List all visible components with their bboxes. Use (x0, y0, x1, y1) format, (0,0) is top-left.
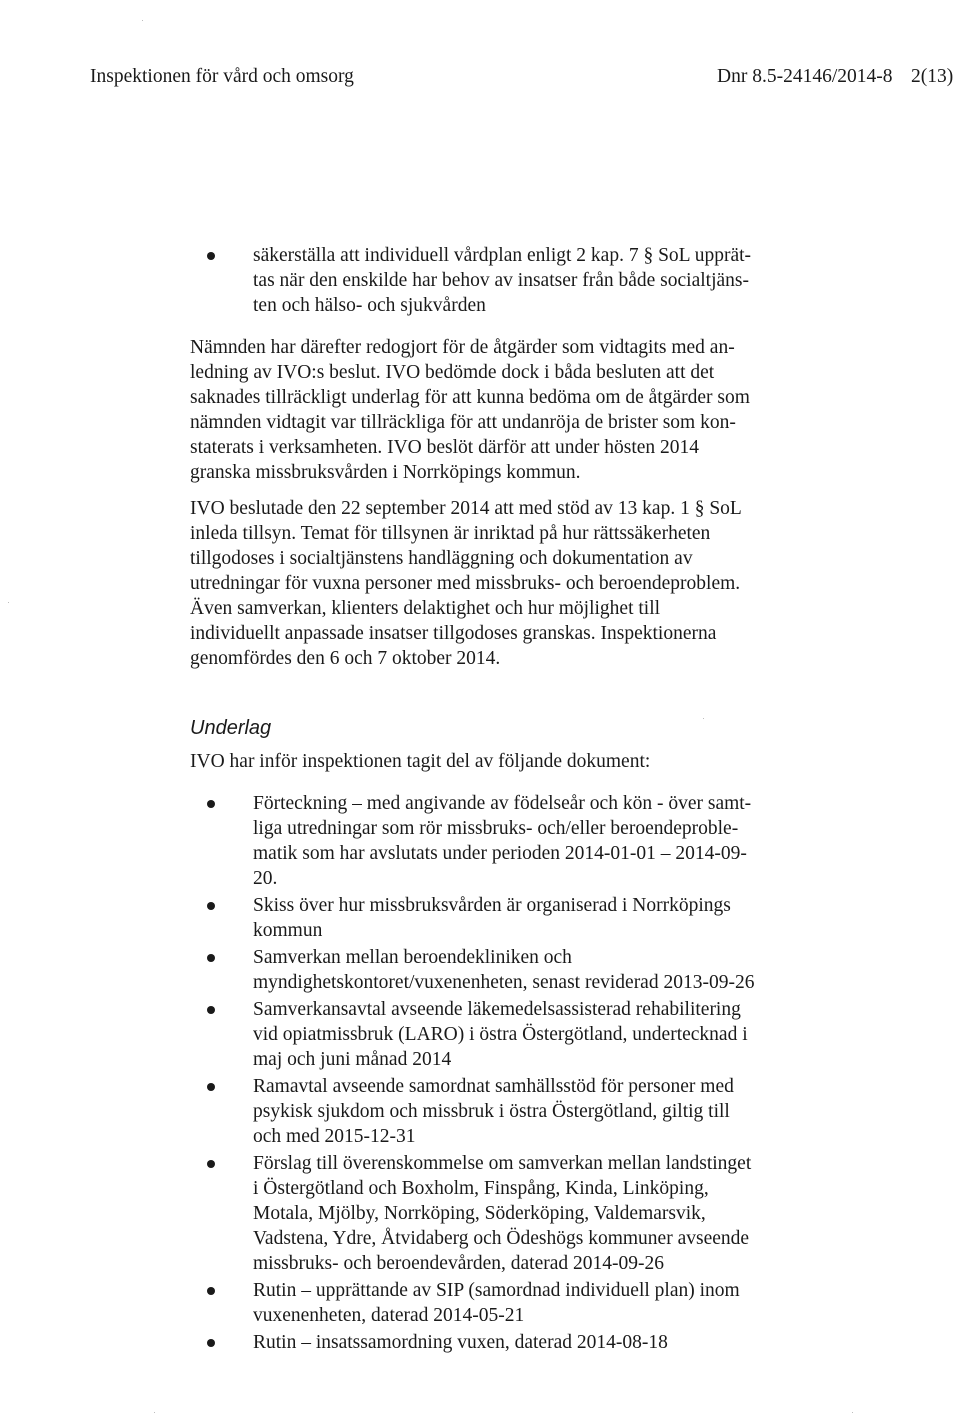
document-list (190, 791, 790, 1355)
list-item (190, 997, 790, 1072)
list-item (190, 791, 790, 891)
paragraph (190, 496, 790, 671)
text-line: Skiss över hur missbruksvården är organiserad i Norrköpings (253, 895, 731, 916)
scan-speck (8, 602, 9, 603)
page-header (90, 66, 960, 96)
list-item (190, 243, 790, 318)
text-line: granska missbruksvården i Norrköpings kommun. (190, 462, 581, 483)
text-line: staterats i verksamheten. IVO beslöt därför att under hösten 2014 (190, 437, 700, 458)
bullet-icon (207, 252, 215, 260)
text-line: myndighetskontoret/vuxenenheten, senast reviderad 2013-09-26 (253, 972, 755, 993)
text-line: kommun (253, 920, 323, 941)
bullet-icon (207, 1083, 215, 1091)
reference-number: Dnr 8.5-24146/2014-8 (717, 66, 893, 87)
text-line: tas när den enskilde har behov av insatser från både socialtjäns- (253, 270, 749, 291)
text-line: ledning av IVO:s beslut. IVO bedömde dock i båda besluten att det (190, 362, 715, 383)
list-item (190, 893, 790, 943)
top-bullet-list (190, 243, 790, 318)
text-line: Förslag till överenskommelse om samverkan mellan landstinget (253, 1153, 752, 1174)
text-line: nämnden vidtagit var tillräckliga för att undanröja de brister som kon- (190, 412, 736, 433)
text-line: i Östergötland och Boxholm, Finspång, Kinda, Linköping, (253, 1178, 709, 1199)
text-line: ten och hälso- och sjukvården (253, 295, 486, 316)
text-line: missbruks- och beroendevården, daterad 2014-09-26 (253, 1253, 664, 1274)
bullet-icon (207, 954, 215, 962)
text-line: genomfördes den 6 och 7 oktober 2014. (190, 648, 501, 669)
text-line: psykisk sjukdom och missbruk i östra Östergötland, giltig till (253, 1101, 730, 1122)
text-line: Ramavtal avseende samordnat samhällsstöd för personer med (253, 1076, 734, 1097)
text-line: Rutin – insatssamordning vuxen, daterad 2014-08-18 (253, 1332, 668, 1353)
text-line: liga utredningar som rör missbruks- och/eller beroendeproble- (253, 818, 739, 839)
text-line: vid opiatmissbruk (LARO) i östra Östergötland, undertecknad i (253, 1024, 748, 1045)
section-heading: Underlag (190, 717, 272, 739)
text-line: Samverkan mellan beroendekliniken och (253, 947, 572, 968)
text-line: individuellt anpassade insatser tillgodoses granskas. Inspektionerna (190, 623, 717, 644)
text-line: Motala, Mjölby, Norrköping, Söderköping, Valdemarsvik, (253, 1203, 706, 1224)
bullet-icon (207, 1339, 215, 1347)
text-line: 20. (253, 868, 278, 889)
text-line: IVO har inför inspektionen tagit del av följande dokument: (190, 751, 651, 772)
text-line: Samverkansavtal avseende läkemedelsassisterad rehabilitering (253, 999, 741, 1020)
text-line: IVO beslutade den 22 september 2014 att med stöd av 13 kap. 1 § SoL (190, 498, 742, 519)
text-line: matik som har avslutats under perioden 2014-01-01 – 2014-09- (253, 843, 747, 864)
page-number: 2(13) (911, 66, 954, 87)
text-line: Rutin – upprättande av SIP (samordnad individuell plan) inom (253, 1280, 740, 1301)
section-intro (190, 749, 790, 774)
text-line: Även samverkan, klienters delaktighet och hur möjlighet till (190, 598, 661, 619)
text-line: och med 2015-12-31 (253, 1126, 416, 1147)
text-line: tillgodoses i socialtjänstens handläggning och dokumentation av (190, 548, 693, 569)
text-line: saknades tillräckligt underlag för att kunna bedöma om de åtgärder som (190, 387, 750, 408)
scan-speck (154, 1412, 155, 1413)
scan-speck (852, 1412, 853, 1413)
scan-speck (703, 718, 704, 719)
scan-speck (142, 20, 143, 21)
bullet-icon (207, 1287, 215, 1295)
paragraph (190, 335, 790, 485)
text-line: utredningar för vuxna personer med missbruks- och beroendeproblem. (190, 573, 741, 594)
list-item (190, 1074, 790, 1149)
bullet-icon (207, 800, 215, 808)
list-item (190, 1151, 790, 1276)
text-line: Vadstena, Ydre, Åtvidaberg och Ödeshögs kommuner avseende (253, 1228, 750, 1249)
bullet-icon (207, 902, 215, 910)
text-line: maj och juni månad 2014 (253, 1049, 452, 1070)
organization-name: Inspektionen för vård och omsorg (90, 66, 354, 87)
list-item (190, 1330, 790, 1355)
bullet-icon (207, 1006, 215, 1014)
text-line: inleda tillsyn. Temat för tillsynen är inriktad på hur rättssäkerheten (190, 523, 711, 544)
text-line: vuxenenheten, daterad 2014-05-21 (253, 1305, 525, 1326)
text-line: Förteckning – med angivande av födelseår och kön - över samt- (253, 793, 752, 814)
list-item (190, 1278, 790, 1328)
text-line: Nämnden har därefter redogjort för de åtgärder som vidtagits med an- (190, 337, 735, 358)
text-line: säkerställa att individuell vårdplan enligt 2 kap. 7 § SoL upprät- (253, 245, 752, 266)
bullet-icon (207, 1160, 215, 1168)
list-item (190, 945, 790, 995)
